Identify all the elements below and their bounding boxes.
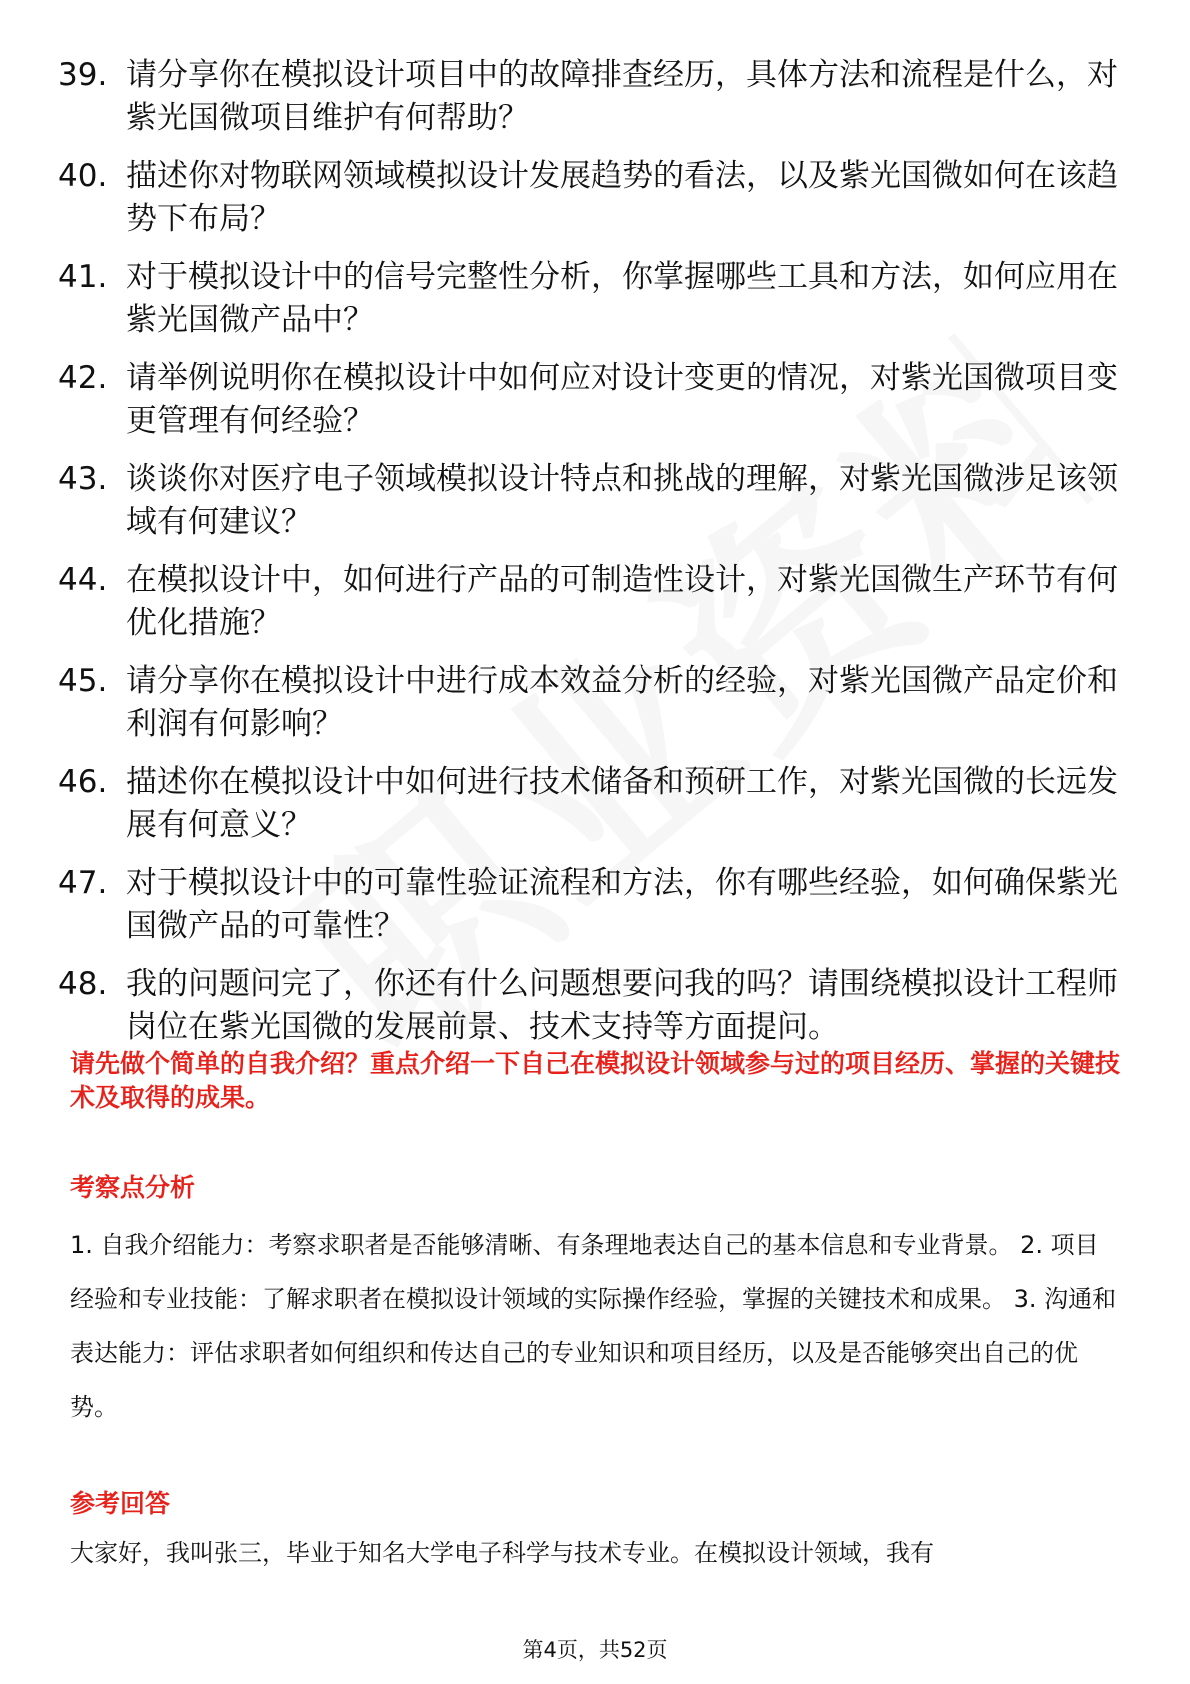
question-list [58, 54, 1138, 1064]
question-text: 我的问题问完了，你还有什么问题想要问我的吗？请围绕模拟设计工程师岗位在紫光国微的发展前景、技术支持等方面提问。 [126, 966, 1118, 1045]
question-item [58, 660, 1138, 746]
question-text: 谈谈你对医疗电子领域模拟设计特点和挑战的理解，对紫光国微涉足该领域有何建议？ [126, 461, 1118, 540]
question-text: 描述你对物联网领域模拟设计发展趋势的看法，以及紫光国微如何在该趋势下布局？ [126, 158, 1118, 237]
question-number: 42. [58, 360, 108, 396]
question-item [58, 256, 1138, 342]
question-number: 48. [58, 966, 108, 1002]
question-text: 在模拟设计中，如何进行产品的可制造性设计，对紫光国微生产环节有何优化措施？ [126, 562, 1118, 641]
question-number: 45. [58, 663, 108, 699]
question-item [58, 357, 1138, 443]
question-number: 41. [58, 259, 108, 295]
question-item [58, 963, 1138, 1049]
analysis-heading: 考察点分析 [70, 1173, 196, 1202]
question-number: 40. [58, 158, 108, 194]
page-footer: 第4页，共52页 [522, 1638, 668, 1662]
interview-prompt: 请先做个简单的自我介绍？重点介绍一下自己在模拟设计领域参与过的项目经历、掌握的关键技术及取得的成果。 [70, 1049, 1121, 1112]
question-text: 描述你在模拟设计中如何进行技术储备和预研工作，对紫光国微的长远发展有何意义？ [126, 764, 1118, 843]
question-number: 46. [58, 764, 108, 800]
question-number: 39. [58, 57, 108, 93]
question-number: 47. [58, 865, 108, 901]
question-item [58, 54, 1138, 140]
question-item [58, 458, 1138, 544]
question-number: 44. [58, 562, 108, 598]
answer-text: 大家好，我叫张三，毕业于知名大学电子科学与技术专业。在模拟设计领域，我有 [70, 1539, 934, 1567]
question-item [58, 155, 1138, 241]
question-number: 43. [58, 461, 108, 497]
question-item [58, 559, 1138, 645]
analysis-text: 1. 自我介绍能力：考察求职者是否能够清晰、有条理地表达自己的基本信息和专业背景。 2. 项目经验和专业技能：了解求职者在模拟设计领域的实际操作经验，掌握的关键技术和成果。 3. 沟通和表达能力：评估求职者如何组织和传达自己的专业知识和项目经历，以及是否能够突出自己的优势。 [70, 1231, 1117, 1421]
question-item [58, 761, 1138, 847]
question-text: 请举例说明你在模拟设计中如何应对设计变更的情况，对紫光国微项目变更管理有何经验？ [126, 360, 1118, 439]
answer-heading: 参考回答 [70, 1489, 171, 1518]
question-text: 请分享你在模拟设计中进行成本效益分析的经验，对紫光国微产品定价和利润有何影响？ [126, 663, 1118, 742]
question-text: 请分享你在模拟设计项目中的故障排查经历，具体方法和流程是什么，对紫光国微项目维护有何帮助？ [126, 57, 1118, 136]
question-item [58, 862, 1138, 948]
question-text: 对于模拟设计中的信号完整性分析，你掌握哪些工具和方法，如何应用在紫光国微产品中？ [126, 259, 1118, 338]
question-text: 对于模拟设计中的可靠性验证流程和方法，你有哪些经验，如何确保紫光国微产品的可靠性？ [126, 865, 1118, 944]
